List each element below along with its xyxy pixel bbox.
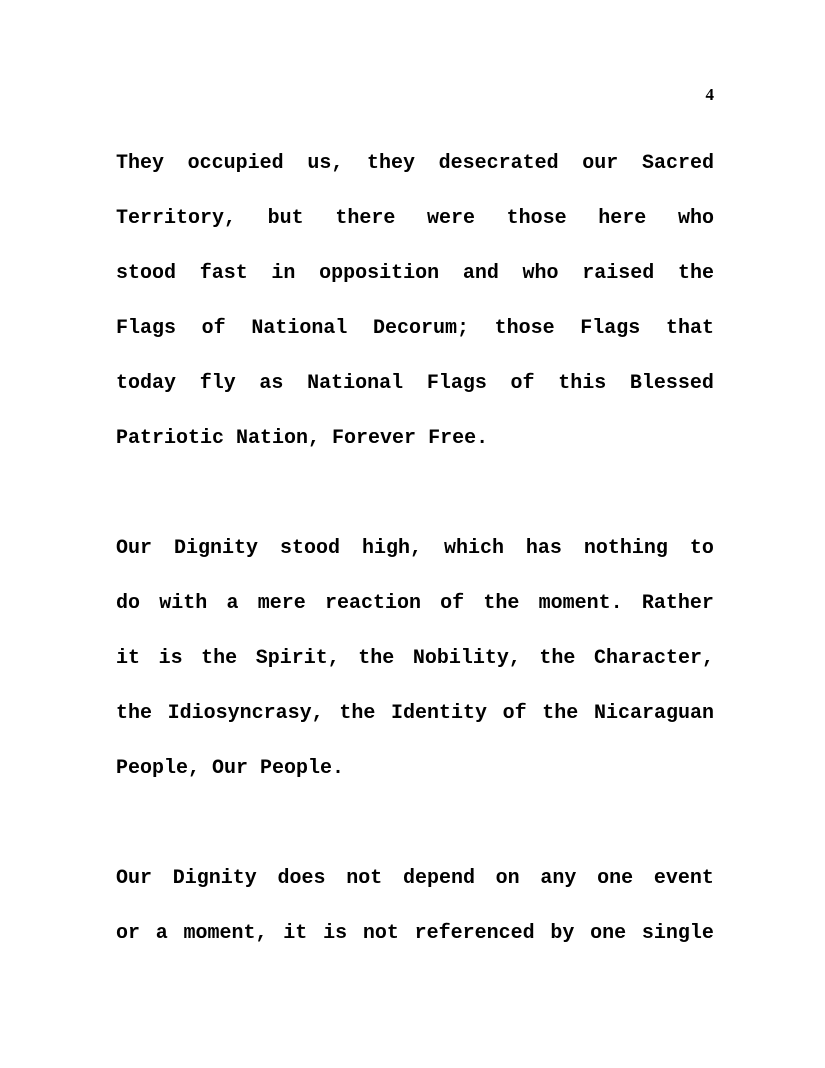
word: the	[542, 702, 579, 725]
word: occupied	[187, 152, 284, 175]
word: today	[116, 372, 177, 395]
word: who	[677, 207, 714, 230]
word: National	[307, 372, 404, 395]
word: People,	[116, 757, 201, 780]
word: our	[582, 152, 619, 175]
word: Rather	[641, 592, 714, 615]
word: Nobility,	[412, 647, 521, 670]
text-line	[116, 425, 714, 480]
paragraph	[116, 150, 714, 480]
word: Character,	[593, 647, 714, 670]
word: a	[155, 922, 168, 945]
word: Patriotic	[116, 427, 225, 450]
word: of	[510, 372, 535, 395]
word: that	[665, 317, 714, 340]
word: Territory,	[116, 207, 237, 230]
word: reaction	[324, 592, 421, 615]
word: Flags	[426, 372, 487, 395]
word: one	[597, 867, 634, 890]
paragraph	[116, 535, 714, 810]
word: Identity	[390, 702, 487, 725]
page-number: 4	[705, 85, 714, 104]
paragraph	[116, 865, 714, 975]
body-text	[116, 150, 714, 1030]
word: of	[502, 702, 527, 725]
word: the	[201, 647, 238, 670]
word: opposition	[319, 262, 440, 285]
word: the	[358, 647, 395, 670]
word: it	[283, 922, 308, 945]
word: Our	[212, 757, 249, 780]
text-line	[116, 260, 714, 315]
text-line	[116, 150, 714, 205]
word: were	[426, 207, 475, 230]
word: raised	[582, 262, 655, 285]
word: Our	[116, 867, 153, 890]
word: desecrated	[438, 152, 559, 175]
word: of	[201, 317, 226, 340]
word: Dignity	[172, 867, 257, 890]
word: the	[677, 262, 714, 285]
text-line	[116, 920, 714, 975]
word: which	[443, 537, 504, 560]
word: the	[483, 592, 520, 615]
word: Decorum;	[372, 317, 469, 340]
word: who	[522, 262, 559, 285]
word: Our	[116, 537, 153, 560]
word: Spirit,	[255, 647, 340, 670]
word: they	[366, 152, 415, 175]
word: do	[116, 592, 141, 615]
word: Flags	[116, 317, 177, 340]
word: or	[116, 922, 141, 945]
word: Nation,	[236, 427, 321, 450]
word: a	[226, 592, 239, 615]
word: Idiosyncrasy,	[167, 702, 324, 725]
word: nothing	[583, 537, 668, 560]
word: stood	[279, 537, 340, 560]
word: Flags	[580, 317, 641, 340]
text-line	[116, 590, 714, 645]
word: Blessed	[629, 372, 714, 395]
word: depend	[402, 867, 475, 890]
word: of	[440, 592, 465, 615]
word: They	[116, 152, 165, 175]
word: National	[251, 317, 348, 340]
word: high,	[361, 537, 422, 560]
word: moment,	[183, 922, 268, 945]
text-line	[116, 205, 714, 260]
word: with	[159, 592, 208, 615]
text-line	[116, 700, 714, 755]
word: Nicaraguan	[593, 702, 714, 725]
word: People.	[260, 757, 345, 780]
word: is	[323, 922, 348, 945]
word: not	[346, 867, 383, 890]
word: this	[558, 372, 607, 395]
word: and	[462, 262, 499, 285]
word: single	[641, 922, 714, 945]
word: moment.	[538, 592, 623, 615]
text-line	[116, 370, 714, 425]
word: but	[267, 207, 304, 230]
word: stood	[116, 262, 177, 285]
word: us,	[307, 152, 344, 175]
word: those	[494, 317, 555, 340]
word: one	[590, 922, 627, 945]
word: in	[271, 262, 296, 285]
word: fly	[199, 372, 236, 395]
word: the	[116, 702, 153, 725]
word: is	[158, 647, 183, 670]
text-line	[116, 755, 714, 810]
word: to	[689, 537, 714, 560]
text-line	[116, 315, 714, 370]
word: by	[550, 922, 575, 945]
word: those	[506, 207, 567, 230]
text-line	[116, 865, 714, 920]
word: the	[339, 702, 376, 725]
word: here	[598, 207, 647, 230]
word: mere	[257, 592, 306, 615]
word: has	[525, 537, 562, 560]
word: Dignity	[173, 537, 258, 560]
word: as	[259, 372, 284, 395]
word: Forever	[332, 427, 417, 450]
word: on	[495, 867, 520, 890]
word: fast	[199, 262, 248, 285]
word: referenced	[414, 922, 535, 945]
text-line	[116, 645, 714, 700]
word: it	[116, 647, 141, 670]
word: does	[277, 867, 326, 890]
word: the	[539, 647, 576, 670]
word: Sacred	[641, 152, 714, 175]
word: Free.	[428, 427, 489, 450]
text-line	[116, 535, 714, 590]
word: any	[540, 867, 577, 890]
word: event	[653, 867, 714, 890]
word: not	[362, 922, 399, 945]
word: there	[335, 207, 396, 230]
